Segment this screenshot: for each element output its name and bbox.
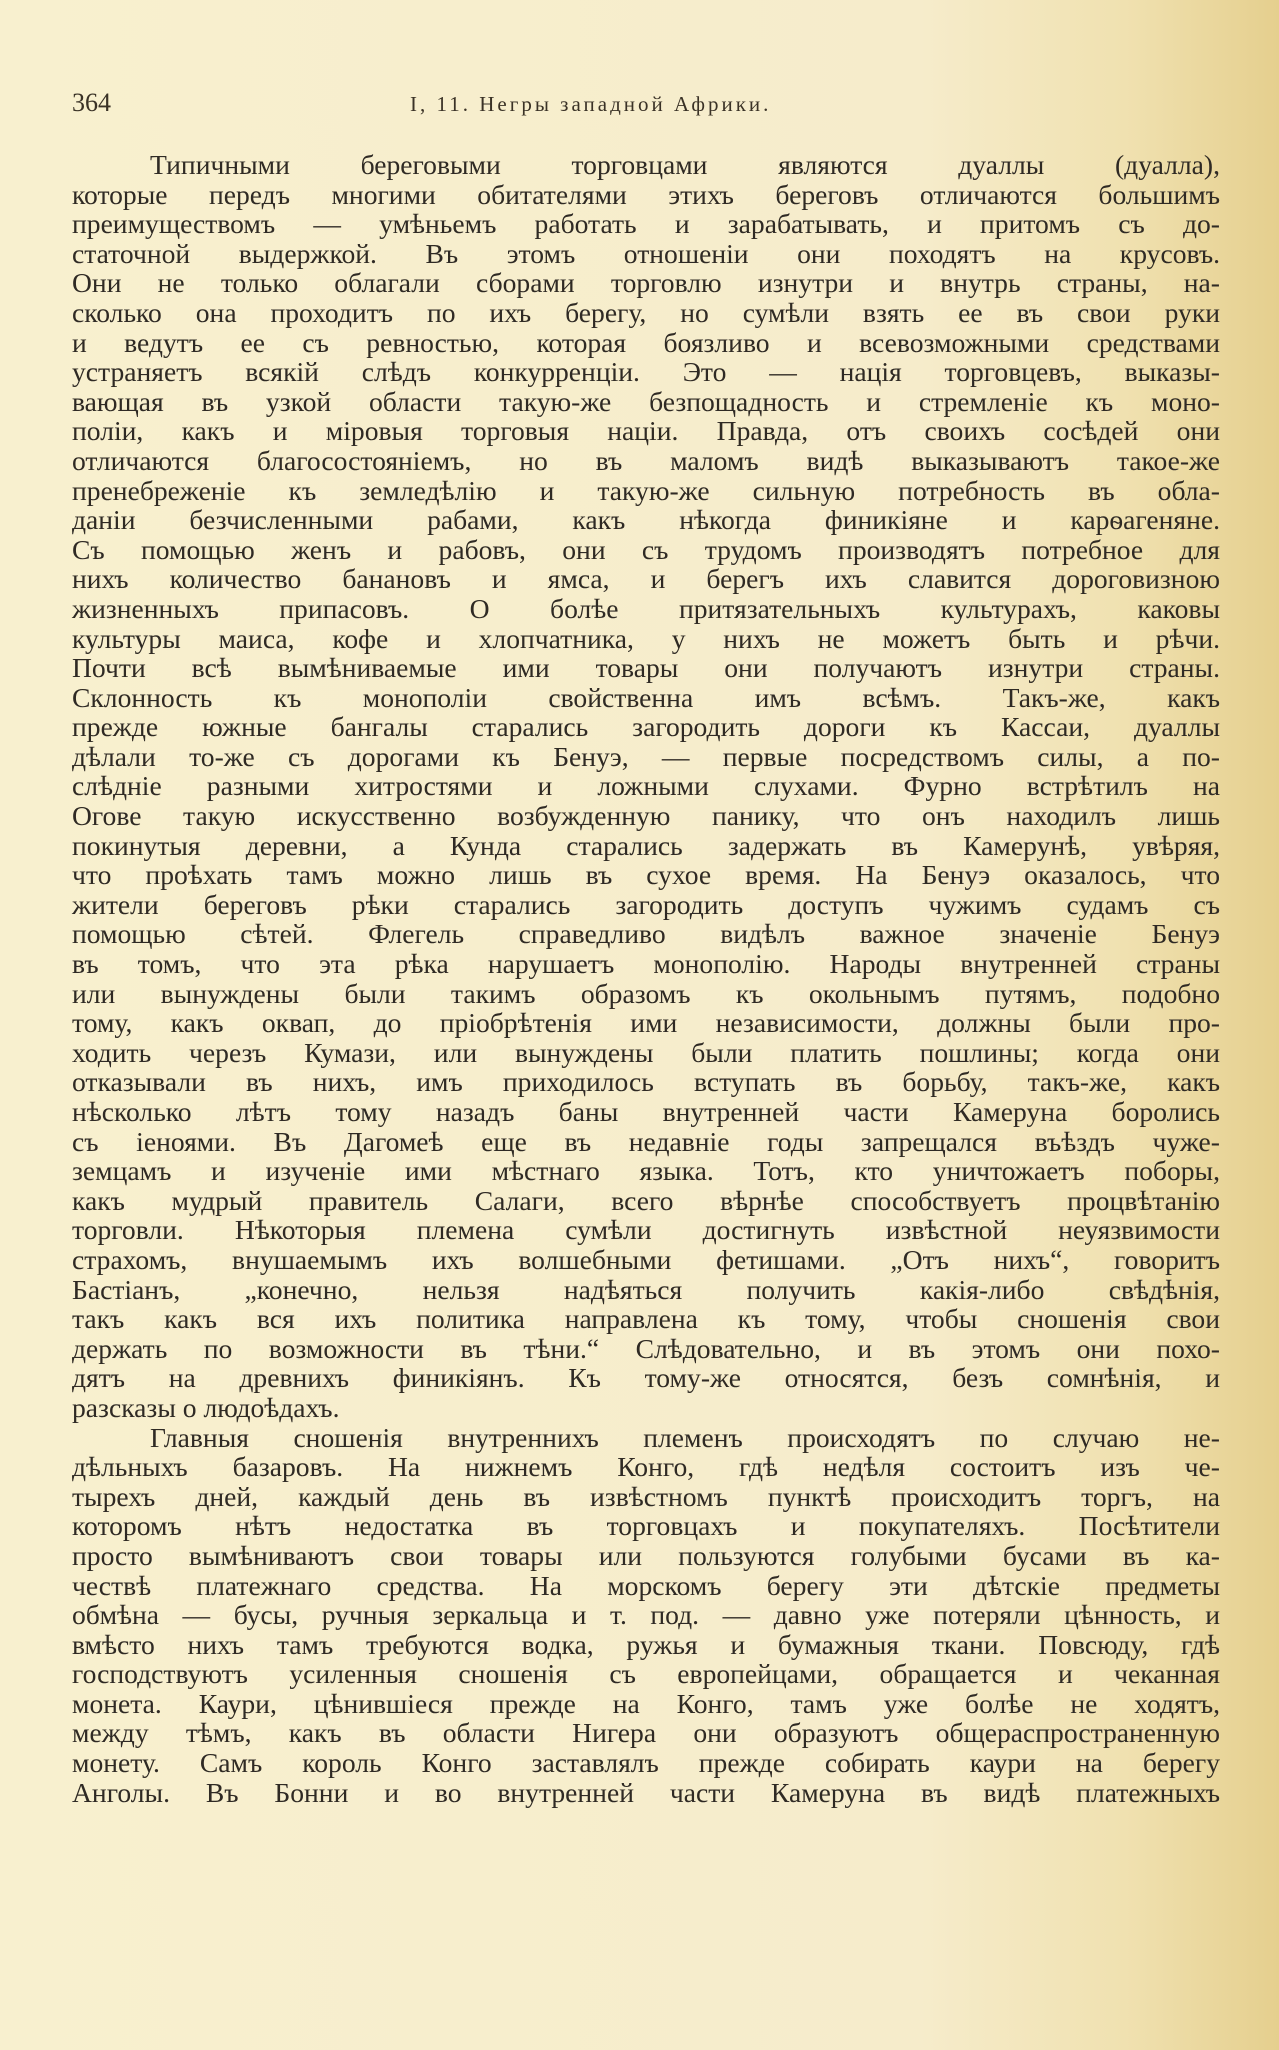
text-line: которомъ нѣтъ недостатка въ торговцахъ и покупателяхъ. Посѣтители (72, 1510, 1220, 1542)
text-line: разсказы о людоѣдахъ. (72, 1391, 340, 1423)
text-line: жители береговъ рѣки старались загородить доступъ чужимъ судамъ съ (72, 888, 1220, 920)
text-line: Огове такую искусственно возбужденную панику, что онъ находилъ лишь (72, 800, 1220, 832)
text-line: Они не только облагали сборами торговлю изнутри и внутрь страны, на- (72, 267, 1220, 299)
text-line: пренебреженіе къ земледѣлію и такую-же сильную потребность въ обла- (72, 474, 1220, 506)
page-number: 364 (72, 88, 111, 117)
text-line: отличаются благосостояніемъ, но въ маломъ видѣ выказываютъ такое-же (72, 444, 1220, 476)
text-line: вмѣсто нихъ тамъ требуются водка, ружья и бумажныя ткани. Повсюду, гдѣ (72, 1628, 1220, 1660)
text-line: просто вымѣниваютъ свои товары или пользуются голубыми бусами въ ка- (72, 1539, 1220, 1571)
text-line: монета. Каури, цѣнившіеся прежде на Конго, тамъ уже болѣе не ходятъ, (72, 1687, 1220, 1719)
text-line: ходить черезъ Кумази, или вынуждены были платить пошлины; когда они (72, 1036, 1220, 1068)
text-line: нихъ количество банановъ и ямса, и берегъ ихъ славится дороговизною (72, 563, 1220, 595)
text-line: въ томъ, что эта рѣка нарушаетъ монополію. Народы внутренней страны (72, 948, 1220, 980)
text-line: статочной выдержкой. Въ этомъ отношеніи они походятъ на крусовъ. (72, 237, 1220, 269)
text-line: тырехъ дней, каждый день въ извѣстномъ пунктѣ происходитъ торгъ, на (72, 1480, 1220, 1512)
text-line: дѣлали то-же съ дорогами къ Бенуэ, — первые посредствомъ силы, а по- (72, 740, 1220, 772)
text-line: жизненныхъ припасовъ. О болѣе притязательныхъ культурахъ, каковы (72, 592, 1220, 624)
text-line: Бастіанъ, „конечно, нельзя надѣяться получить какія-либо свѣдѣнія, (72, 1273, 1220, 1305)
text-line: культуры маиса, кофе и хлопчатника, у нихъ не можетъ быть и рѣчи. (72, 622, 1220, 654)
text-line: монету. Самъ король Конго заставлялъ прежде собирать каури на берегу (72, 1747, 1220, 1779)
text-line: или вынуждены были такимъ образомъ къ окольнымъ путямъ, подобно (72, 977, 1220, 1009)
text-line: земцамъ и изученіе ими мѣстнаго языка. Тотъ, кто уничтожаетъ поборы, (72, 1155, 1220, 1187)
text-line: вающая въ узкой области такую-же безпощадность и стремленіе къ моно- (72, 385, 1220, 417)
text-line: между тѣмъ, какъ въ области Нигера они образуютъ общераспространенную (72, 1717, 1220, 1749)
text-line: и ведутъ ее съ ревностью, которая боязливо и всевозможными средствами (72, 326, 1220, 358)
text-line: господствуютъ усиленныя сношенія съ европейцами, обращается и чеканная (72, 1658, 1220, 1690)
text-line: обмѣна — бусы, ручныя зеркальца и т. под. — давно уже потеряли цѣнность, и (72, 1599, 1220, 1631)
text-line: какъ мудрый правитель Салаги, всего вѣрнѣе способствуетъ процвѣтанію (72, 1184, 1220, 1216)
text-line: которые передъ многими обитателями этихъ береговъ отличаются большимъ (72, 178, 1220, 210)
text-line: Главныя сношенія внутреннихъ племенъ происходятъ по случаю не- (150, 1421, 1220, 1453)
text-line: такъ какъ вся ихъ политика направлена къ тому, чтобы сношенія свои (72, 1303, 1220, 1335)
text-line: отказывали въ нихъ, имъ приходилось вступать въ борьбу, такъ-же, какъ (72, 1066, 1220, 1098)
text-line: тому, какъ оквап, до пріобрѣтенія ими независимости, должны были про- (72, 1007, 1220, 1039)
text-line: торговли. Нѣкоторыя племена сумѣли достигнуть извѣстной неуязвимости (72, 1214, 1220, 1246)
page-header (72, 88, 1222, 128)
text-line: покинутыя деревни, а Кунда старались задержать въ Камерунѣ, увѣряя, (72, 829, 1220, 861)
text-line: поліи, какъ и міровыя торговыя націи. Правда, отъ своихъ сосѣдей они (72, 415, 1220, 447)
text-line: Почти всѣ вымѣниваемые ими товары они получаютъ изнутри страны. (72, 652, 1220, 684)
text-line: помощью сѣтей. Флегель справедливо видѣлъ важное значеніе Бенуэ (72, 918, 1220, 950)
text-line: дятъ на древнихъ финикіянъ. Къ тому-же относятся, безъ сомнѣнія, и (72, 1362, 1220, 1394)
text-line: преимуществомъ — умѣньемъ работать и зарабатывать, и притомъ съ до- (72, 208, 1220, 240)
text-line: что проѣхать тамъ можно лишь въ сухое время. На Бенуэ оказалось, что (72, 859, 1220, 891)
text-line: нѣсколько лѣтъ тому назадъ баны внутренней части Камеруна боролись (72, 1096, 1220, 1127)
text-line: слѣдніе разными хитростями и ложными слухами. Фурно встрѣтилъ на (72, 770, 1220, 802)
text-line: держать по возможности въ тѣни.“ Слѣдовательно, и въ этомъ они похо- (72, 1332, 1220, 1364)
body-text (72, 150, 1220, 1807)
text-line: Съ помощью женъ и рабовъ, они съ трудомъ производятъ потребное для (72, 533, 1220, 565)
text-line: прежде южные бангалы старались загородить дороги къ Кассаи, дуаллы (72, 711, 1220, 743)
text-line: дѣльныхъ базаровъ. На нижнемъ Конго, гдѣ недѣля состоитъ изъ че- (72, 1451, 1220, 1483)
text-line: страхомъ, внушаемымъ ихъ волшебными фетишами. „Отъ нихъ“, говоритъ (72, 1243, 1220, 1275)
running-title: I, 11. Негры западной Африки. (410, 92, 772, 116)
text-line: Анголы. Въ Бонни и во внутренней части Камеруна въ видѣ платежныхъ (72, 1776, 1220, 1808)
text-line: Склонность къ монополіи свойственна имъ всѣмъ. Такъ-же, какъ (72, 681, 1220, 713)
text-line: съ іеноями. Въ Дагомеѣ еще въ недавніе годы запрещался въѣздъ чуже- (72, 1125, 1220, 1157)
text-line: Типичными береговыми торговцами являются дуаллы (дуалла), (150, 149, 1220, 180)
text-line: сколько она проходитъ по ихъ берегу, но сумѣли взять ее въ свои руки (72, 296, 1220, 328)
text-line: чествѣ платежнаго средства. На морскомъ берегу эти дѣтскіе предметы (72, 1569, 1220, 1601)
text-line: устраняетъ всякій слѣдъ конкурренціи. Это — нація торговцевъ, выказы- (72, 356, 1220, 388)
text-line: даніи безчисленными рабами, какъ нѣкогда финикіяне и карѳагеняне. (72, 504, 1220, 536)
